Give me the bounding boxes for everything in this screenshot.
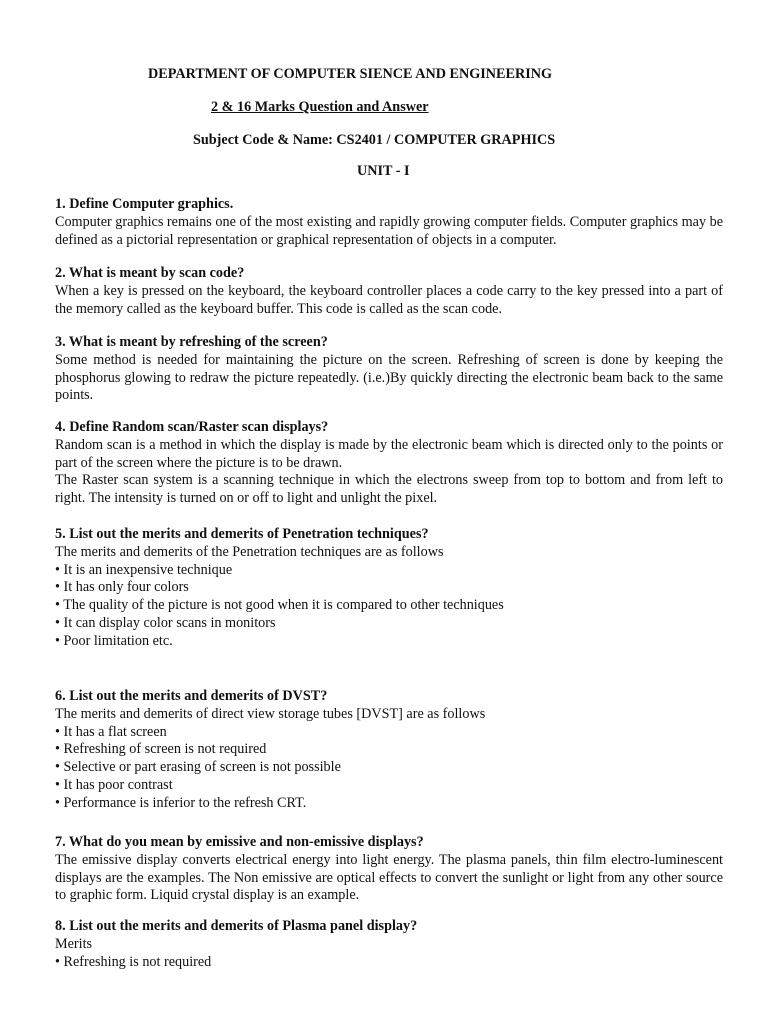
question-5 xyxy=(55,526,723,651)
question-title: 3. What is meant by refreshing of the screen? xyxy=(55,334,328,350)
department-heading: DEPARTMENT OF COMPUTER SIENCE AND ENGINEERING xyxy=(148,66,553,82)
list-item: • It has only four colors xyxy=(55,579,189,596)
marks-heading: 2 & 16 Marks Question and Answer xyxy=(211,99,429,115)
list-item: • Selective or part erasing of screen is not possible xyxy=(55,759,341,776)
list-item: • Poor limitation etc. xyxy=(55,632,173,649)
list-item: • It can display color scans in monitors xyxy=(55,614,276,631)
subject-heading: Subject Code & Name: CS2401 / COMPUTER GRAPHICS xyxy=(193,132,556,148)
question-title: 5. List out the merits and demerits of Penetration techniques? xyxy=(55,526,429,542)
answer-text: The Raster scan system is a scanning technique in which the electrons sweep from top to bottom and from left to right. The intensity is turned on or off to light and unlight the pixel. xyxy=(55,472,723,507)
list-item: • It is an inexpensive technique xyxy=(55,561,233,578)
list-item: • Refreshing of screen is not required xyxy=(55,741,267,758)
question-2 xyxy=(55,265,723,318)
question-7 xyxy=(55,834,723,905)
question-title: 6. List out the merits and demerits of DVST? xyxy=(55,688,328,704)
answer-text: The emissive display converts electrical energy into light energy. The plasma panels, thin film electro-luminescent displays are the examples. The Non emissive are optical effects to convert the sunlight or light from any other source to graphic form. Liquid crystal display is an example. xyxy=(55,851,723,904)
list-item: • The quality of the picture is not good when it is compared to other techniques xyxy=(55,597,504,614)
answer-intro: Merits xyxy=(55,935,93,952)
question-4 xyxy=(55,419,723,508)
answer-text: Some method is needed for maintaining the picture on the screen. Refreshing of screen is done by keeping the phosphorus glowing to redraw the picture repeatedly. (i.e.)By quickly directing the electronic beam back to the same points. xyxy=(55,351,723,404)
question-title: 2. What is meant by scan code? xyxy=(55,265,245,281)
question-1 xyxy=(55,196,723,249)
question-3 xyxy=(55,334,723,405)
unit-heading: UNIT - I xyxy=(357,163,410,179)
question-title: 8. List out the merits and demerits of Plasma panel display? xyxy=(55,918,418,934)
list-item: • Performance is inferior to the refresh CRT. xyxy=(55,794,307,811)
question-title: 7. What do you mean by emissive and non-emissive displays? xyxy=(55,834,424,850)
list-item: • Refreshing is not required xyxy=(55,953,212,970)
list-item: • It has poor contrast xyxy=(55,776,173,793)
question-8 xyxy=(55,918,723,971)
question-title: 1. Define Computer graphics. xyxy=(55,196,234,212)
answer-text: Random scan is a method in which the display is made by the electronic beam which is directed only to the points or part of the screen where the picture is to be drawn. xyxy=(55,436,723,471)
answer-text: When a key is pressed on the keyboard, the keyboard controller places a code carry to the key pressed into a part of the memory called as the keyboard buffer. This code is called as the scan code. xyxy=(55,282,723,317)
question-title: 4. Define Random scan/Raster scan displays? xyxy=(55,419,329,435)
answer-text: Computer graphics remains one of the most existing and rapidly growing computer fields. Computer graphics may be defined as a pictorial representation or graphical representation of objects in a computer. xyxy=(55,213,723,248)
question-6 xyxy=(55,688,723,813)
list-item: • It has a flat screen xyxy=(55,723,167,740)
answer-intro: The merits and demerits of direct view storage tubes [DVST] are as follows xyxy=(55,705,486,722)
answer-intro: The merits and demerits of the Penetration techniques are as follows xyxy=(55,543,444,560)
